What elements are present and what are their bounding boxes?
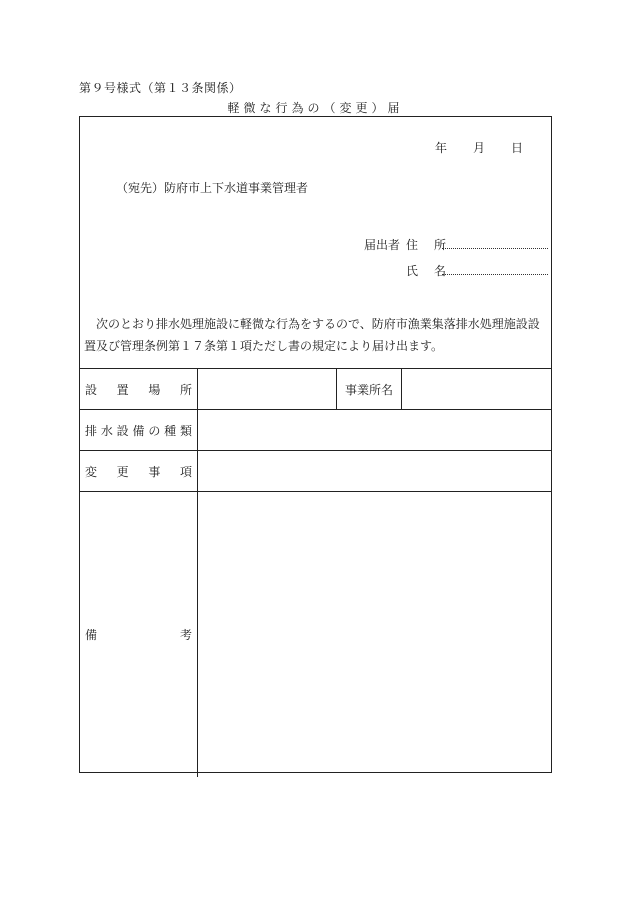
applicant-role-label: 届出者 (363, 238, 400, 252)
date-day-label: 日 (510, 141, 523, 155)
location-label-char: 所 (179, 382, 192, 397)
facility-type-field[interactable] (198, 410, 551, 450)
address-field[interactable] (442, 235, 548, 249)
facility-type-label-char: 排 (85, 423, 98, 438)
row-remarks (80, 491, 551, 777)
name-label: 氏 名 (406, 264, 449, 278)
remarks-label (80, 492, 198, 777)
declaration-paragraph: 次のとおり排水処理施設に軽微な行為をするので、防府市漁業集落排水処理施設設置及び管理条例第１７条第１項ただし書の規定により届け出ます。 (84, 317, 540, 353)
form-frame (79, 116, 552, 773)
applicant-address-row (338, 235, 548, 261)
location-label-char: 設 (85, 382, 98, 397)
remarks-label-char: 備 (85, 628, 98, 642)
change-items-label-char: 項 (179, 464, 192, 479)
change-items-label (80, 451, 198, 491)
location-label-char: 場 (148, 382, 161, 397)
office-name-field[interactable] (402, 369, 551, 409)
remarks-label-char: 考 (179, 628, 192, 642)
facility-type-label-char: 種 (164, 423, 177, 438)
facility-type-label-char: 備 (132, 423, 145, 438)
facility-type-label-char: の (148, 423, 161, 438)
date-year-label: 年 (434, 141, 447, 155)
date-month-label: 月 (472, 141, 485, 155)
row-location (80, 368, 551, 409)
form-number: 第９号様式（第１３条関係） (79, 81, 242, 95)
location-label (80, 369, 198, 409)
remarks-field[interactable] (198, 492, 551, 777)
facility-type-label-char: 設 (116, 423, 129, 438)
facility-type-label-char: 水 (100, 423, 113, 438)
applicant-block (338, 235, 548, 287)
change-items-label-char: 更 (116, 464, 129, 479)
row-facility-type (80, 409, 551, 450)
date-line (435, 139, 523, 156)
form-title: 軽微な行為の（変更）届 (227, 101, 404, 115)
row-change-items (80, 450, 551, 491)
location-label-char: 置 (116, 382, 129, 397)
facility-type-label-char: 類 (179, 423, 192, 438)
facility-type-label (80, 410, 198, 450)
change-items-field[interactable] (198, 451, 551, 491)
addressee: （宛先）防府市上下水道事業管理者 (116, 181, 309, 195)
change-items-label-char: 変 (85, 464, 98, 479)
address-label: 住 所 (406, 238, 449, 252)
name-field[interactable] (442, 261, 548, 275)
form-table (80, 368, 551, 777)
applicant-name-row (338, 261, 548, 287)
office-name-label: 事業所名 (336, 369, 402, 409)
declaration-text (84, 313, 548, 357)
change-items-label-char: 事 (148, 464, 161, 479)
